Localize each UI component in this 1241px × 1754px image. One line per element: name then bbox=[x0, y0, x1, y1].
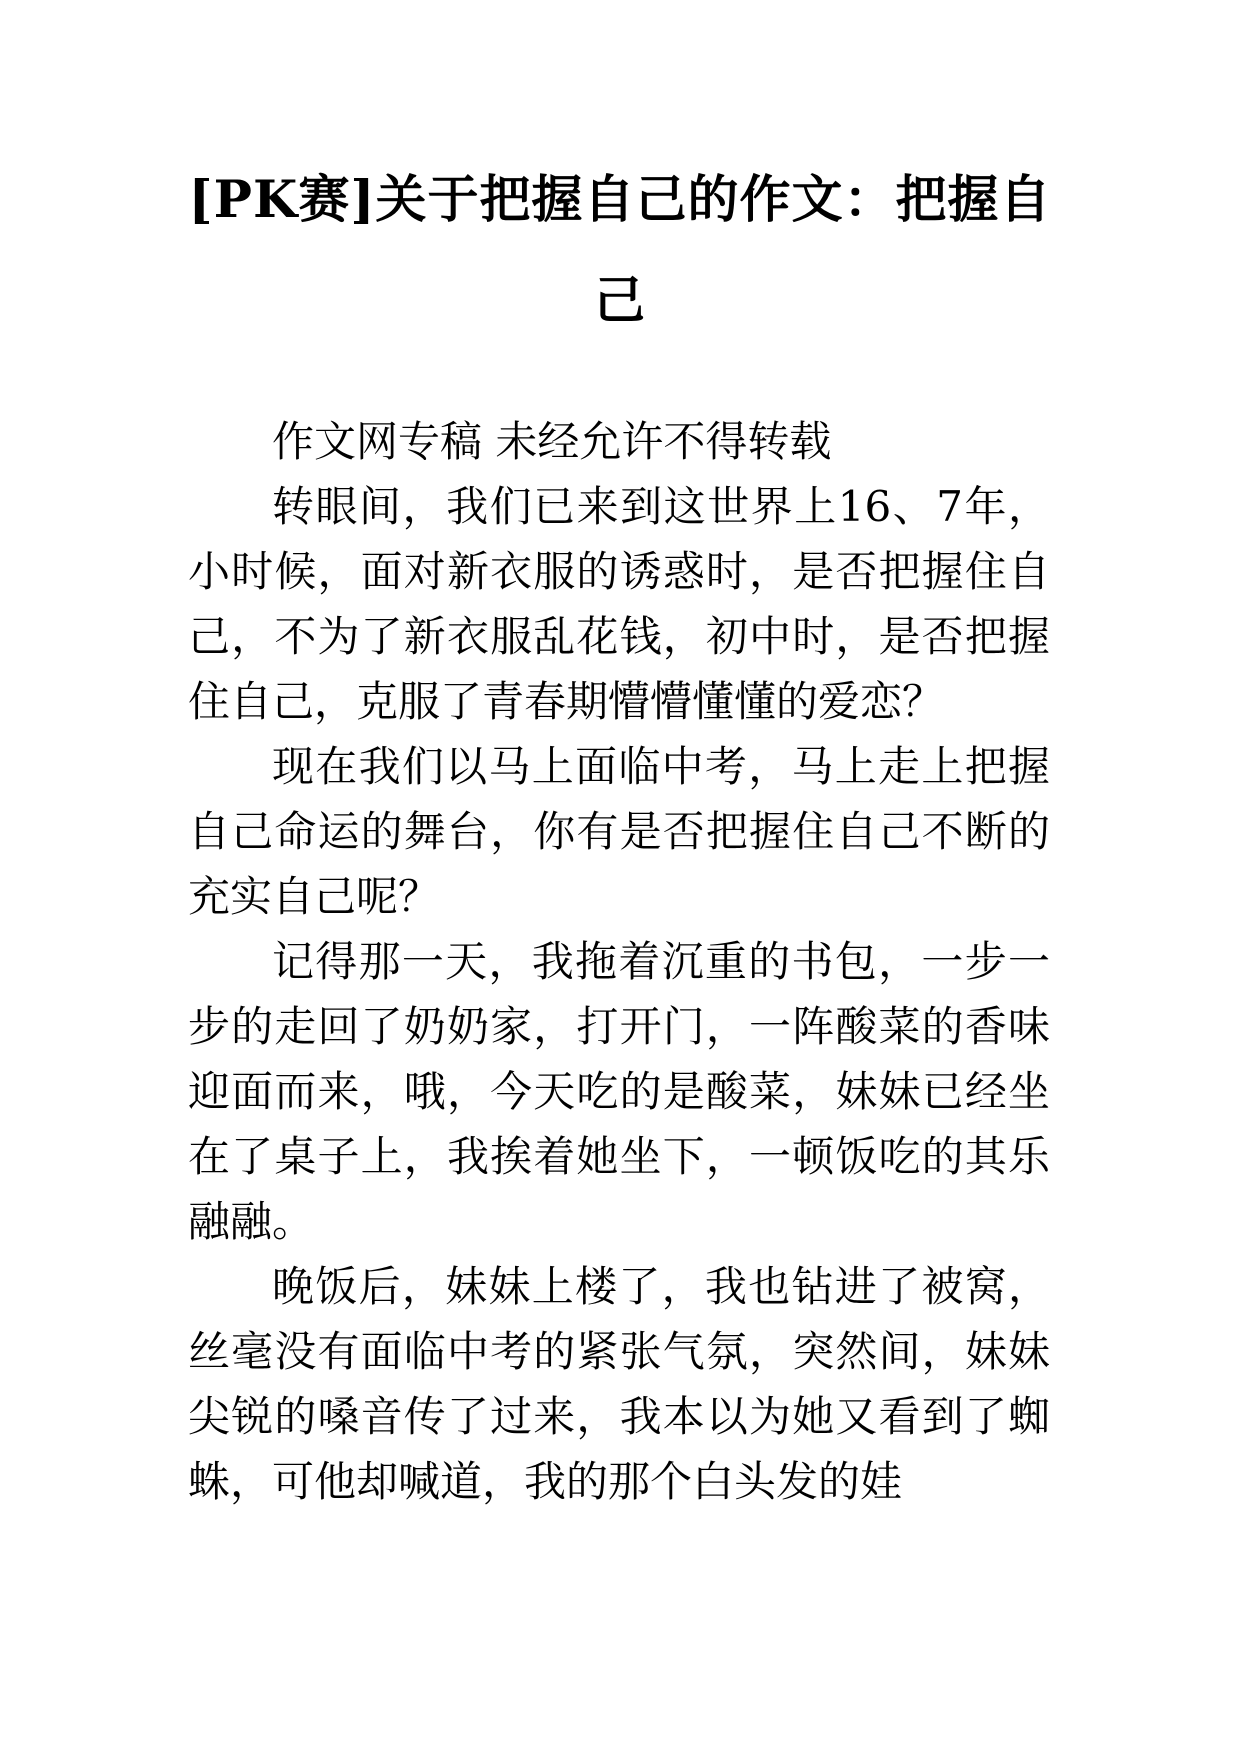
paragraph: 作文网专稿 未经允许不得转载 bbox=[272, 417, 832, 466]
paragraph: 晚饭后，妹妹上楼了，我也钻进了被窝，丝毫没有面临中考的紧张气氛，突然间，妹妹尖锐的嗓音传了过来，我本以为她又看到了蜘蛛，可他却喊道，我的那个白头发的娃 bbox=[188, 1262, 1050, 1506]
document-title: [PK赛]关于把握自己的作文：把握自己 bbox=[188, 170, 1052, 331]
paragraph: 记得那一天，我拖着沉重的书包，一步一步的走回了奶奶家，打开门，一阵酸菜的香味迎面而来，哦，今天吃的是酸菜，妹妹已经坐在了桌子上，我挨着她坐下，一顿饭吃的其乐融融。 bbox=[188, 937, 1050, 1246]
paragraph: 转眼间，我们已来到这世界上16、7年，小时候，面对新衣服的诱惑时，是否把握住自己，不为了新衣服乱花钱，初中时，是否把握住自己，克服了青春期懵懵懂懂的爱恋？ bbox=[188, 482, 1050, 726]
paragraph: 现在我们以马上面临中考，马上走上把握自己命运的舞台，你有是否把握住自己不断的充实自己呢？ bbox=[188, 742, 1050, 921]
document-body bbox=[188, 409, 1050, 1514]
